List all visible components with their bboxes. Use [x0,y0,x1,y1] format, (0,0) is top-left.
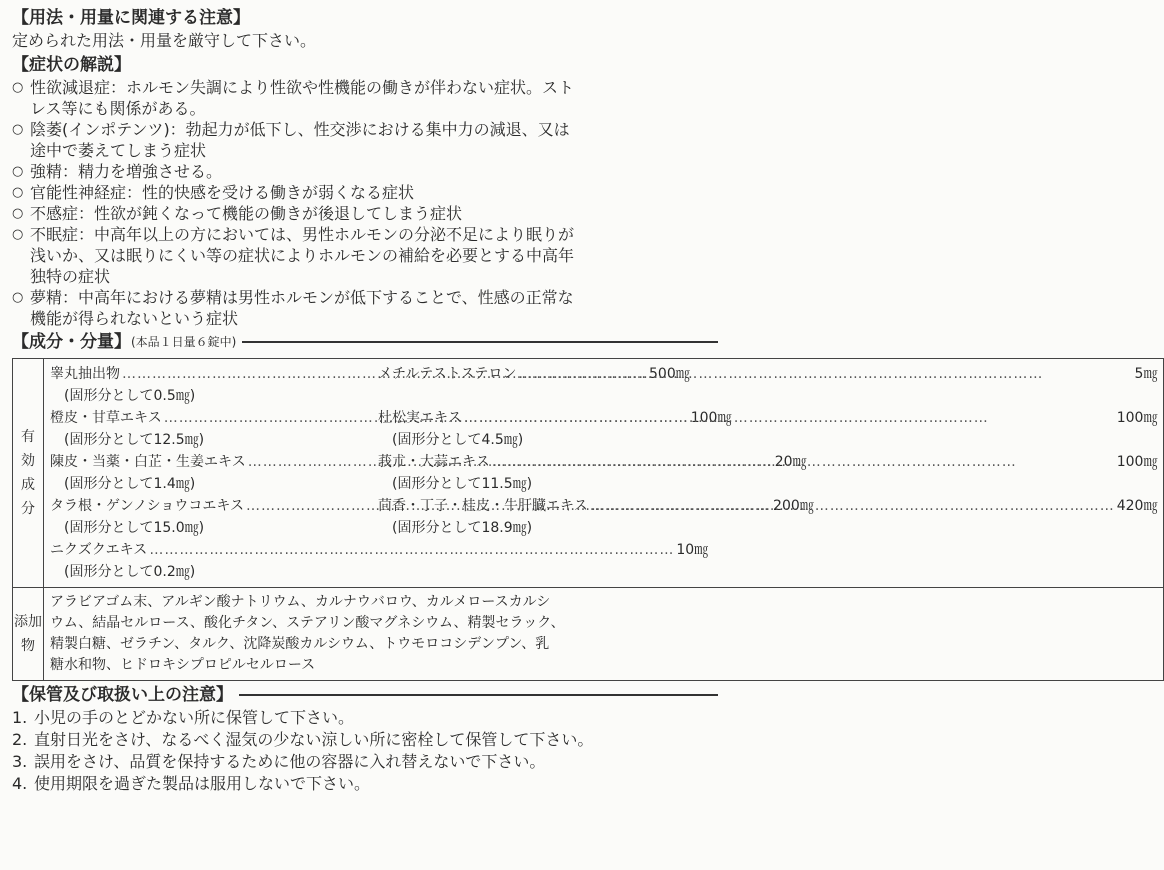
ingredients-right-column [372,363,1157,583]
active-ingredients-cell [44,359,1164,588]
ingredient-entry: 杜松実エキス …………………………………………………………………………………………… 100㎎ (固形分として4.5㎎) [378,407,1157,451]
symptom-item: ○ 強精：精力を増強させる。 [12,162,223,181]
symptom-item: ○ 不眠症：中高年以上の方においては、男性ホルモンの分泌不足により眠りが 浅いか、又は眠りにくい等の症状によりホルモンの補給を必要とする中高年 独特の症状 [12,225,575,286]
symptoms-heading [12,53,718,77]
heading-rule [239,694,718,696]
ingredients-title: 【成分・分量】 [12,332,131,352]
symptoms-list [12,77,718,329]
heading-rule [242,341,718,343]
symptom-item: ○ 官能性神経症：性的快感を受ける働きが弱くなる症状 [12,183,415,202]
ingredient-entry: 茴香・丁子・桂皮・牛肝臓エキス …………………………………………………………………………………………… 420㎎ (固形分として18.9㎎) [378,495,1157,539]
symptom-item: ○ 性欲減退症：ホルモン失調により性欲や性機能の働きが伴わない症状。スト レス等にも関係がある。 [12,78,575,118]
ingredients-heading [12,330,718,354]
bullet-icon: ○ [12,227,24,242]
usage-text: 定められた用法・用量を厳守して下さい。 [12,31,317,50]
additives-label: 添加物 [13,588,44,681]
ingredients-table [12,358,1164,681]
ingredient-entry: 睾丸抽出物 …………………………………………………………………………………………… 500㎎ (固形分として0.5㎎) [50,363,372,407]
symptom-item: ○ 陰萎(インポテンツ)：勃起力が低下し、性交渉における集中力の減退、又は 途中で萎えてしまう症状 [12,120,570,160]
storage-item: 3. 誤用をさけ、品質を保持するために他の容器に入れ替えないで下さい。 [12,752,546,771]
bullet-icon: ○ [12,164,24,179]
additives-text: アラビアゴム末、アルギン酸ナトリウム、カルナウバロウ、カルメロースカルシ ウム、結晶セルロース、酸化チタン、ステアリン酸マグネシウム、精製セラック、 精製白糖、ゼラチン、タルク、沈降炭酸カルシウム、トウモロコシデンプン、乳 糖水和物、ヒドロキシプロピルセルロース [44,588,1164,681]
bullet-icon: ○ [12,185,24,200]
symptoms-title: 【症状の解説】 [12,55,131,75]
usage-title: 【用法・用量に関連する注意】 [12,8,250,28]
document-page [12,6,1158,795]
additives-row [13,588,1164,681]
ingredient-entry: メチルテストステロン …………………………………………………………………………………………… 5㎎ [378,363,1157,407]
ingredient-entry: ニクズクエキス …………………………………………………………………………………………… 10㎎ (固形分として0.2㎎) [50,539,372,583]
active-ingredients-row [13,359,1164,588]
symptom-item: ○ 夢精：中高年における夢精は男性ホルモンが低下することで、性感の正常な 機能が得られないという症状 [12,288,574,328]
bullet-icon: ○ [12,206,24,221]
symptom-item: ○ 不感症：性欲が鈍くなって機能の働きが後退してしまう症状 [12,204,463,223]
active-label: 有 効 成 分 [13,359,44,588]
ingredients-note: (本品１日量６錠中) [131,335,237,349]
usage-heading [12,6,718,30]
storage-item: 1. 小児の手のとどかない所に保管して下さい。 [12,708,355,727]
storage-list [12,707,718,795]
storage-item: 2. 直射日光をさけ、なるべく湿気の少ない涼しい所に密栓して保管して下さい。 [12,730,594,749]
storage-item: 4. 使用期限を過ぎた製品は服用しないで下さい。 [12,774,371,793]
ingredient-entry: 莪朮・大蒜エキス …………………………………………………………………………………………… 100㎎ (固形分として11.5㎎) [378,451,1157,495]
storage-heading [12,683,718,707]
ingredient-entry: タラ根・ゲンノショウコエキス …………………………………………………………………………………………… 200㎎ (固形分として15.0㎎) [50,495,372,539]
bullet-icon: ○ [12,290,24,305]
ingredient-entry: 陳皮・当薬・白芷・生姜エキス …………………………………………………………………………………………… 20㎎ (固形分として1.4㎎) [50,451,372,495]
storage-title: 【保管及び取扱い上の注意】 [12,685,233,705]
ingredient-entry: 橙皮・甘草エキス …………………………………………………………………………………………… 100㎎ (固形分として12.5㎎) [50,407,372,451]
bullet-icon: ○ [12,122,24,137]
bullet-icon: ○ [12,80,24,95]
